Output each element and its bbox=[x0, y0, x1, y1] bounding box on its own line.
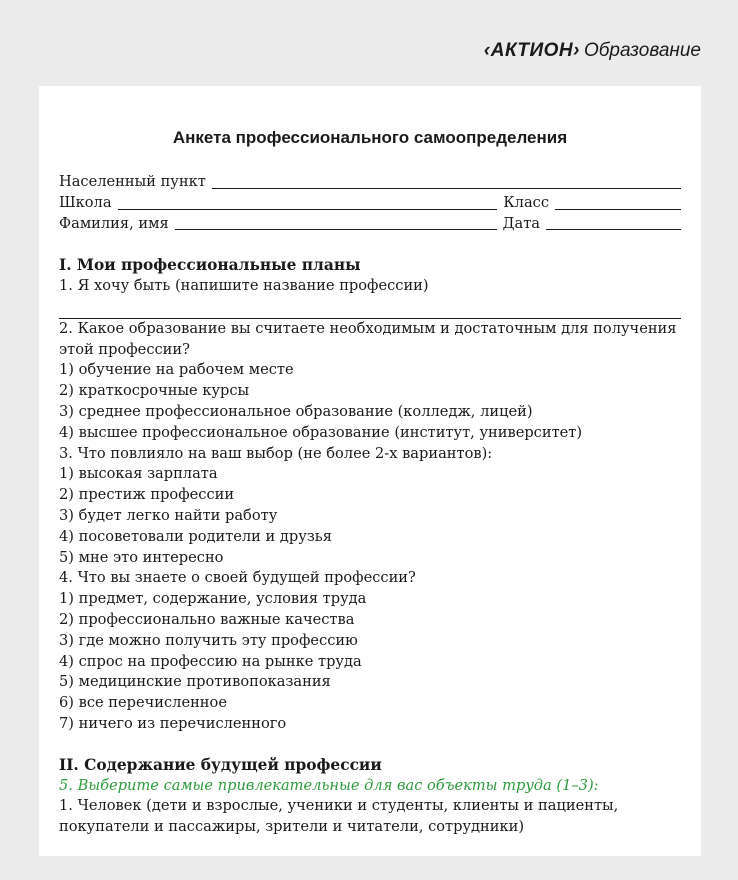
q3-option[interactable]: 2) престиж профессии bbox=[59, 486, 235, 504]
school-label: Школа bbox=[59, 193, 112, 211]
section2-heading: II. Содержание будущей профессии bbox=[59, 755, 382, 774]
q4-option[interactable]: 5) медицинские противопоказания bbox=[59, 673, 331, 691]
q4-option[interactable]: 7) ничего из перечисленного bbox=[59, 714, 287, 732]
name-field[interactable] bbox=[175, 229, 497, 230]
question-2: 2. Какое образование вы считаете необходимым и достаточным для получения этой профессии? bbox=[59, 319, 677, 358]
page-title: Анкета профессионального самоопределения bbox=[172, 128, 568, 147]
school-row bbox=[59, 193, 681, 214]
settlement-row bbox=[59, 172, 681, 193]
question-3: 3. Что повлияло на ваш выбор (не более 2-х вариантов): bbox=[59, 444, 493, 462]
question-4: 4. Что вы знаете о своей будущей профессии? bbox=[59, 569, 416, 587]
name-label: Фамилия, имя bbox=[59, 214, 169, 232]
q2-option[interactable]: 1) обучение на рабочем месте bbox=[59, 361, 294, 379]
questionnaire-content bbox=[59, 172, 681, 838]
q3-option[interactable]: 1) высокая зарплата bbox=[59, 465, 218, 483]
class-label: Класс bbox=[503, 193, 549, 211]
q2-option[interactable]: 2) краткосрочные курсы bbox=[59, 382, 250, 400]
class-field[interactable] bbox=[555, 209, 681, 210]
date-field[interactable] bbox=[546, 229, 681, 230]
questionnaire-sheet bbox=[39, 86, 701, 856]
date-label: Дата bbox=[502, 214, 540, 232]
q4-option[interactable]: 6) все перечисленное bbox=[59, 694, 227, 712]
question-1: 1. Я хочу быть (напишите название профессии) bbox=[59, 277, 429, 295]
name-row bbox=[59, 214, 681, 235]
q2-option[interactable]: 3) среднее профессиональное образование (колледж, лицей) bbox=[59, 402, 533, 420]
q4-option[interactable]: 3) где можно получить эту профессию bbox=[59, 631, 358, 649]
brand-subtitle: Образование bbox=[583, 40, 701, 61]
q4-option[interactable]: 2) профессионально важные качества bbox=[59, 610, 355, 628]
brand-logo bbox=[484, 40, 701, 62]
question-5: 5. Выберите самые привлекательные для вас объекты труда (1–3): bbox=[59, 776, 599, 794]
q4-option[interactable]: 4) спрос на профессию на рынке труда bbox=[59, 652, 362, 670]
q3-option[interactable]: 5) мне это интересно bbox=[59, 548, 224, 566]
q2-option[interactable]: 4) высшее профессиональное образование (институт, университет) bbox=[59, 423, 583, 441]
school-field[interactable] bbox=[118, 209, 498, 210]
q3-option[interactable]: 3) будет легко найти работу bbox=[59, 506, 278, 524]
q4-option[interactable]: 1) предмет, содержание, условия труда bbox=[59, 590, 367, 608]
settlement-field[interactable] bbox=[212, 188, 681, 189]
q3-option[interactable]: 4) посоветовали родители и друзья bbox=[59, 527, 332, 545]
settlement-label: Населенный пункт bbox=[59, 173, 206, 190]
brand-logo-mark: ‹АКТИОН› bbox=[483, 40, 580, 61]
section1-heading: I. Мои профессиональные планы bbox=[59, 256, 361, 275]
profession-answer-field[interactable] bbox=[59, 297, 681, 319]
q5-option[interactable]: 1. Человек (дети и взрослые, ученики и студенты, клиенты и пациенты, покупатели и пассажиры, зрители и читатели, сотрудники) bbox=[59, 797, 619, 836]
